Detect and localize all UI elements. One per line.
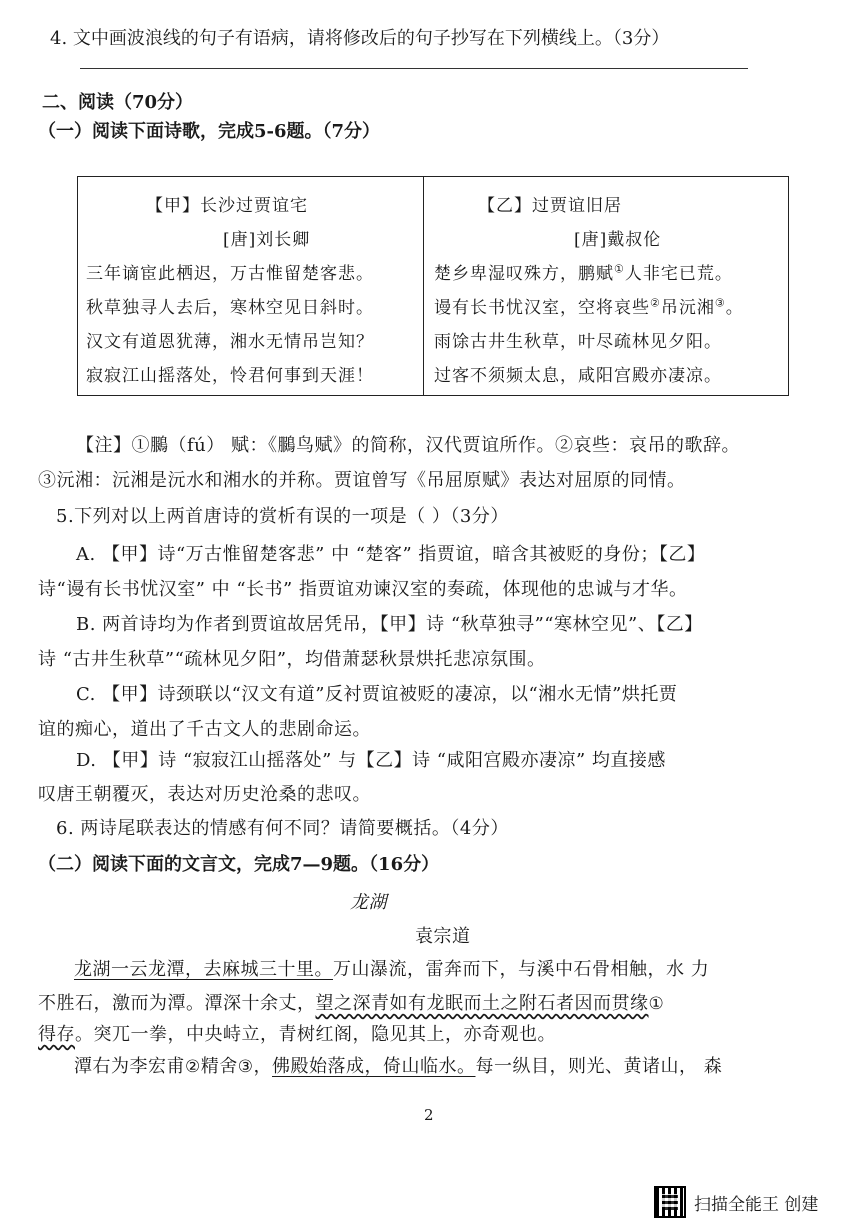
- question-5: 5.下列对以上两首唐诗的赏析有误的一项是（ ）（3分）: [56, 506, 509, 527]
- wavy-sentence: 望之深青如有龙眠而土之附石者因而贯缘: [315, 993, 649, 1014]
- poem-divider: [423, 177, 424, 395]
- poem-b-author: [唐]戴叔伦: [574, 230, 662, 250]
- essay-text: 万山瀑流，雷奔而下，与溪中石骨相触，水 力: [333, 959, 710, 980]
- poem-b-line-2c: 。: [725, 298, 744, 318]
- note-1-marker: ①: [614, 262, 625, 276]
- essay-title: 龙湖: [350, 892, 387, 913]
- essay-author: 袁宗道: [415, 926, 471, 947]
- option-a-line-2: 诗“谩有长书忧汉室” 中 “长书” 指贾谊劝谏汉室的奏疏，体现他的忠诚与才华。: [38, 579, 688, 600]
- option-c-line-2: 谊的痴心，道出了千古文人的悲剧命运。: [38, 719, 371, 740]
- brand-text: 扫描全能王 创建: [694, 1194, 819, 1215]
- note-marker-3: ③: [237, 1057, 254, 1077]
- poem-b-line-2a: 谩有长书忧汉室，空将哀些: [434, 298, 650, 318]
- option-d-line-2: 叹唐王朝覆灭，表达对历史沧桑的悲叹。: [38, 784, 371, 805]
- essay-line-1: [74, 955, 709, 981]
- poem-b-title: 【乙】过贾谊旧居: [478, 196, 622, 216]
- note-line-2: ③沅湘：沅湘是沅水和湘水的并称。贾谊曾写《吊屈原赋》表达对屈原的同情。: [38, 470, 686, 491]
- poem-a-author: [唐]刘长卿: [223, 230, 311, 250]
- essay-text: 不胜石，激而为潭。潭深十余丈，: [38, 993, 316, 1014]
- poem-table: [77, 176, 789, 396]
- question-4: 4. 文中画波浪线的句子有语病，请将修改后的句子抄写在下列横线上。（3分）: [50, 28, 670, 49]
- part-2-heading: （二）阅读下面的文言文，完成7—9题。（16分）: [38, 854, 440, 875]
- poem-a-line: 三年谪宦此栖迟，万古惟留楚客悲。: [86, 264, 374, 284]
- qr-code-icon: [654, 1186, 686, 1218]
- poem-a-line: 秋草独寻人去后，寒林空见日斜时。: [86, 298, 374, 318]
- poem-b-line: 过客不须频太息，咸阳宫殿亦凄凉。: [434, 366, 722, 386]
- section-2-heading: 二、阅读（70分）: [42, 92, 194, 113]
- note-3-marker: ③: [714, 296, 726, 310]
- poem-a-line: 寂寂江山摇落处，怜君何事到天涯！: [86, 366, 374, 386]
- underlined-sentence: 龙湖一云龙潭，去麻城三十里。: [74, 959, 333, 980]
- essay-text: 。突兀一拳，中央峙立，青树红阁，隐见其上，亦奇观也。: [75, 1024, 556, 1045]
- option-b-line-2: 诗 “古井生秋草”“疏林见夕阳”，均借萧瑟秋景烘托悲凉氛围。: [38, 649, 546, 670]
- note-2-marker: ②: [650, 296, 661, 310]
- question-6: 6. 两诗尾联表达的情感有何不同？请简要概括。（4分）: [56, 818, 509, 839]
- note-marker-2: ②: [185, 1057, 201, 1077]
- answer-line: [80, 68, 748, 69]
- poem-b-line: [434, 293, 744, 318]
- poem-a-title: 【甲】长沙过贾谊宅: [146, 196, 308, 216]
- option-c-line-1: C. 【甲】诗颈联以“汉文有道”反衬贾谊被贬的凄凉，以“湘水无情”烘托贾: [76, 684, 678, 705]
- poem-b-line-1a: 楚乡卑湿叹殊方，鹏赋: [434, 264, 614, 284]
- poem-b-line-2b: 吊沅湘: [660, 298, 715, 318]
- underlined-sentence: 佛殿始落成，倚山临水。: [272, 1056, 476, 1077]
- poem-b-line: [434, 259, 733, 284]
- note-marker-1: ①: [648, 994, 665, 1014]
- part-1-heading: （一）阅读下面诗歌，完成5-6题。（7分）: [38, 121, 381, 142]
- option-d-line-1: D. 【甲】诗 “寂寂江山摇落处” 与【乙】诗 “咸阳宫殿亦凄凉” 均直接感: [76, 750, 666, 771]
- page-number: 2: [424, 1106, 434, 1124]
- essay-text: 每一纵目，则光、黄诸山， 森: [475, 1056, 723, 1077]
- essay-line-2: [38, 989, 664, 1015]
- wavy-sentence-end: 得存: [38, 1024, 75, 1045]
- poem-b-line-1b: 人非宅已荒。: [624, 264, 733, 284]
- note-line-1: 【注】①鵩（fú） 赋：《鵩鸟赋》的简称，汉代贾谊所作。②哀些：哀吊的歌辞。: [76, 435, 740, 456]
- option-a-line-1: A. 【甲】诗“万古惟留楚客悲” 中 “楚客” 指贾谊，暗含其被贬的身份；【乙】: [76, 544, 706, 565]
- scanner-watermark: [654, 1185, 818, 1219]
- option-b-line-1: B. 两首诗均为作者到贾谊故居凭吊，【甲】诗 “秋草独寻”“寒林空见”、【乙】: [76, 614, 703, 635]
- essay-line-3: [38, 1020, 556, 1046]
- essay-text: 潭右为李宏甫: [74, 1056, 185, 1077]
- poem-a-line: 汉文有道恩犹薄，湘水无情吊岂知？: [86, 332, 374, 352]
- essay-text: 精舍: [200, 1056, 238, 1077]
- essay-text: ，: [253, 1056, 272, 1077]
- essay-line-4: [74, 1052, 722, 1078]
- poem-b-line: 雨馀古井生秋草，叶尽疏林见夕阳。: [434, 332, 722, 352]
